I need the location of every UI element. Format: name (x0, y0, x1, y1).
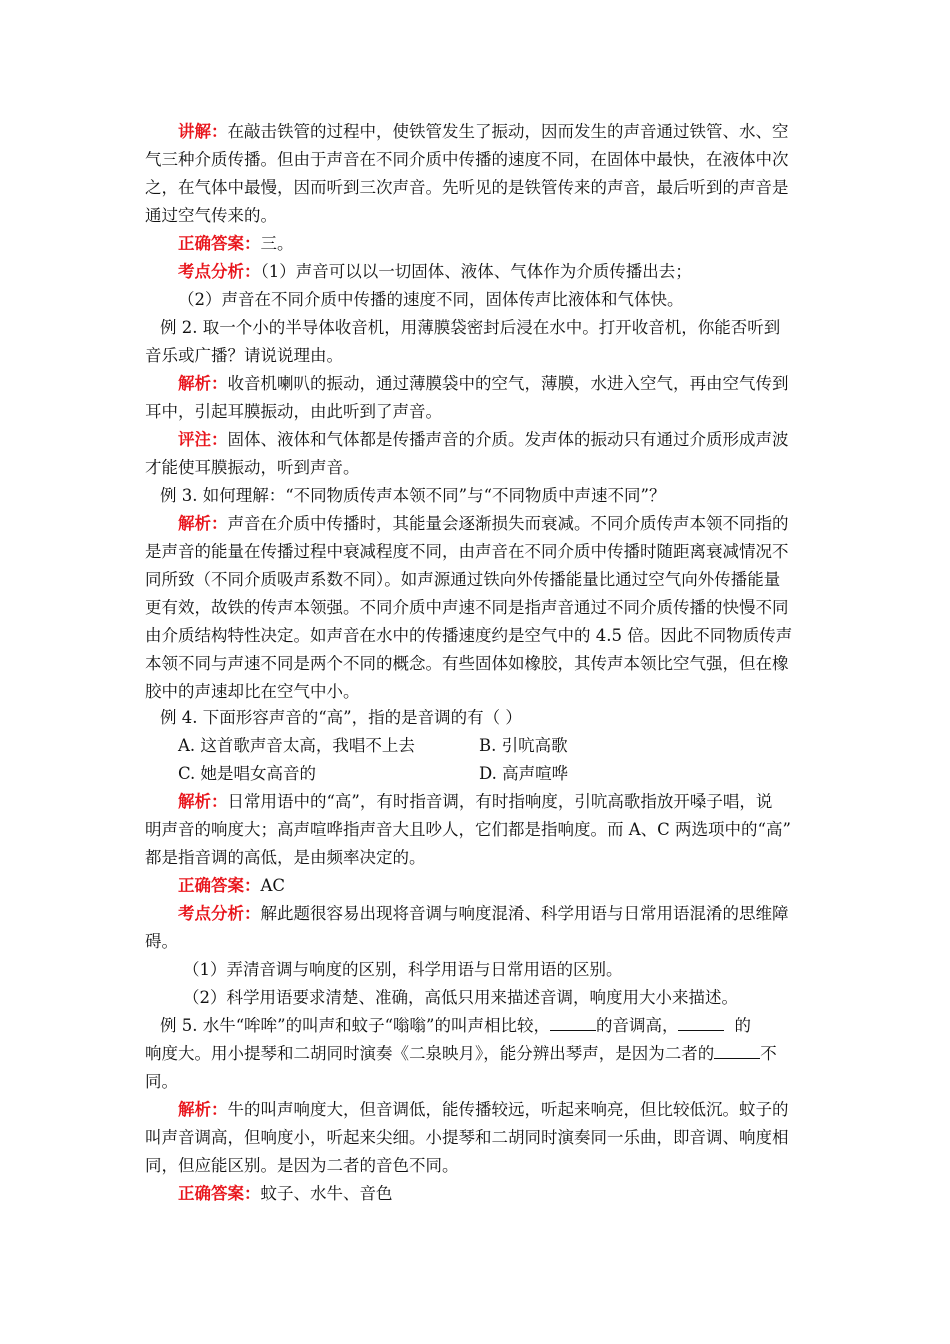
answer-label: 正确答案： (178, 234, 261, 253)
solution-text: 收音机喇叭的振动，通过薄膜袋中的空气，薄膜，水进入空气，再由空气传到 (227, 374, 789, 393)
explanation-line (178, 122, 789, 142)
explanation-line: 之，在气体中最慢，因而听到三次声音。先听见的是铁管传来的声音，最后听到的声音是 (145, 178, 789, 197)
analysis-line: （1）弄清音调与响度的区别，科学用语与日常用语的区别。 (183, 960, 623, 979)
solution-line: 更有效，故铁的传声本领强。不同介质中声速不同是指声音通过不同介质传播的快慢不同 (145, 598, 789, 617)
solution-line (178, 374, 789, 394)
solution-text: 日常用语中的“高”，有时指音调，有时指响度，引吭高歌指放开嗓子唱，说 (227, 792, 773, 811)
solution-line: 本领不同与声速不同是两个不同的概念。有些固体如橡胶，其传声本领比空气强，但在橡 (145, 654, 789, 673)
question-text: 不 (760, 1044, 777, 1063)
solution-line: 明声音的响度大；高声喧哗指声音大且吵人，它们都是指响度。而 A、C 两选项中的“高” (145, 820, 791, 839)
analysis-text: （1）声音可以以一切固体、液体、气体作为介质传播出去； (260, 262, 692, 281)
example-2-question: 音乐或广播？请说说理由。 (145, 346, 343, 365)
option-d: D. 高声喧哗 (479, 764, 569, 783)
option-c: C. 她是唱女高音的 (178, 764, 317, 783)
explanation-label: 讲解： (178, 122, 228, 141)
analysis-line (178, 262, 692, 282)
solution-label: 解析： (178, 792, 228, 811)
analysis-label: 考点分析： (178, 262, 261, 281)
answer-blank (550, 1016, 596, 1031)
answer-text: 蚊子、水牛、音色 (260, 1184, 393, 1203)
solution-line: 同所致（不同介质吸声系数不同）。如声源通过铁向外传播能量比通过空气向外传播能量 (145, 570, 781, 589)
analysis-label: 考点分析： (178, 904, 261, 923)
comment-text: 固体、液体和气体都是传播声音的介质。发声体的振动只有通过介质形成声波 (227, 430, 789, 449)
explanation-line: 通过空气传来的。 (145, 206, 277, 225)
analysis-line: 碍。 (145, 932, 178, 951)
solution-line: 由介质结构特性决定。如声音在水中的传播速度约是空气中的 4.5 倍。因此不同物质传声 (145, 626, 793, 645)
example-5-question: 同。 (145, 1072, 178, 1091)
solution-label: 解析： (178, 514, 228, 533)
solution-line: 耳中，引起耳膜振动，由此听到了声音。 (145, 402, 442, 421)
answer-line (178, 1184, 393, 1204)
answer-label: 正确答案： (178, 876, 261, 895)
example-5-question (145, 1044, 777, 1064)
comment-label: 评注： (178, 430, 228, 449)
example-2-question: 例 2. 取一个小的半导体收音机，用薄膜袋密封后浸在水中。打开收音机，你能否听到 (160, 318, 781, 337)
comment-line: 才能使耳膜振动，听到声音。 (145, 458, 360, 477)
solution-line (178, 514, 789, 534)
example-4-question: 例 4. 下面形容声音的“高”，指的是音调的有（ ） (160, 708, 522, 727)
solution-text: 牛的叫声响度大，但音调低，能传播较远，听起来响亮，但比较低沉。蚊子的 (227, 1100, 789, 1119)
analysis-text: 解此题很容易出现将音调与响度混淆、科学用语与日常用语混淆的思维障 (260, 904, 789, 923)
solution-label: 解析： (178, 1100, 228, 1119)
solution-line: 同，但应能区别。是因为二者的音色不同。 (145, 1156, 459, 1175)
question-text: 的 (734, 1016, 751, 1035)
solution-text: 声音在介质中传播时，其能量会逐渐损失而衰减。不同介质传声本领不同指的 (227, 514, 789, 533)
solution-line (178, 792, 772, 812)
answer-label: 正确答案： (178, 1184, 261, 1203)
answer-line (178, 234, 294, 254)
option-a: A. 这首歌声音太高，我唱不上去 (178, 736, 415, 755)
solution-line (178, 1100, 789, 1120)
answer-text: AC (260, 876, 286, 895)
example-3-question: 例 3. 如何理解：“不同物质传声本领不同”与“不同物质中声速不同”？ (160, 486, 666, 505)
option-b: B. 引吭高歌 (479, 736, 568, 755)
comment-line (178, 430, 789, 450)
question-text: 响度大。用小提琴和二胡同时演奏《二泉映月》，能分辨出琴声，是因为二者的 (145, 1044, 715, 1063)
explanation-line: 气三种介质传播。但由于声音在不同介质中传播的速度不同，在固体中最快，在液体中次 (145, 150, 789, 169)
question-text: 的音调高 (595, 1016, 662, 1035)
answer-line (178, 876, 285, 896)
solution-line: 胶中的声速却比在空气中小。 (145, 682, 360, 701)
example-5-question (160, 1016, 751, 1036)
answer-blank (714, 1044, 760, 1059)
analysis-line (178, 904, 789, 924)
solution-line: 是声音的能量在传播过程中衰减程度不同，由声音在不同介质中传播时随距离衰减情况不 (145, 542, 789, 561)
solution-label: 解析： (178, 374, 228, 393)
analysis-line: （2）声音在不同介质中传播的速度不同，固体传声比液体和气体快。 (178, 290, 684, 309)
answer-text: 三。 (260, 234, 294, 253)
solution-line: 都是指音调的高低，是由频率决定的。 (145, 848, 426, 867)
analysis-line: （2）科学用语要求清楚、准确，高低只用来描述音调，响度用大小来描述。 (183, 988, 738, 1007)
question-text: 例 5. 水牛“哞哞”的叫声和蚊子“嗡嗡”的叫声相比较， (160, 1016, 550, 1035)
explanation-text: 在敲击铁管的过程中，使铁管发生了振动，因而发生的声音通过铁管、水、空 (227, 122, 789, 141)
solution-line: 叫声音调高，但响度小，听起来尖细。小提琴和二胡同时演奏同一乐曲，即音调、响度相 (145, 1128, 789, 1147)
answer-blank (678, 1016, 724, 1031)
question-text: ， (661, 1016, 679, 1035)
